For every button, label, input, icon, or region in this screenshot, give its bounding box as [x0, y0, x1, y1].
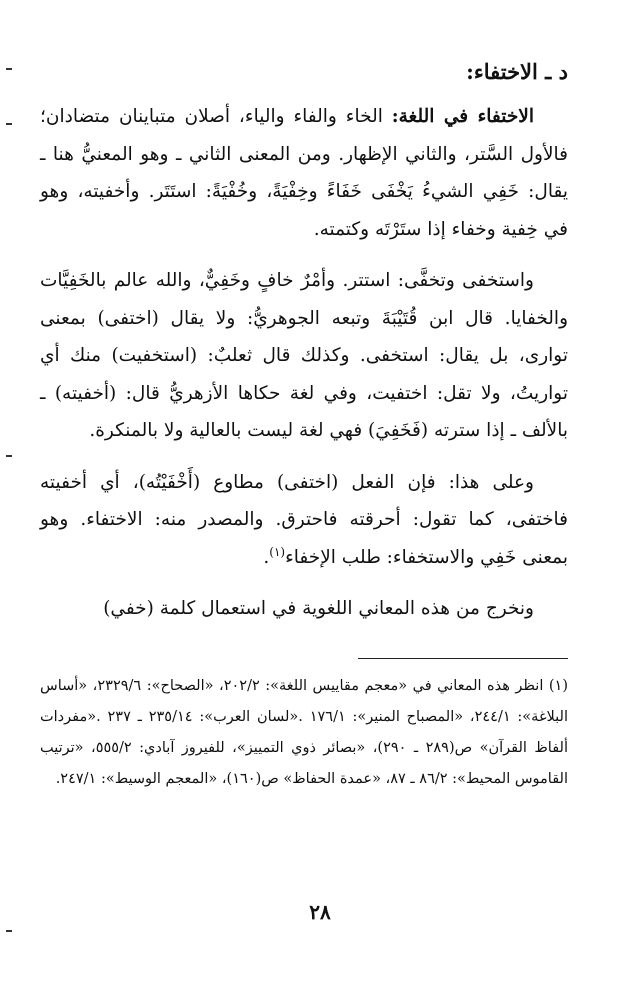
paragraph-verb-form — [40, 464, 568, 577]
page-number: ٢٨ — [309, 900, 331, 924]
paragraph-conclusion: ونخرج من هذه المعاني اللغوية في استعمال كلمة (خفي) — [103, 598, 534, 619]
scan-edge-mark — [6, 123, 12, 125]
section-heading: د ـ الاختفاء: — [466, 59, 568, 84]
scan-edge-mark — [6, 68, 12, 70]
paragraph-linguistic-definition — [40, 98, 568, 248]
scan-edge-mark — [6, 455, 12, 457]
verb-form-tail: . — [263, 546, 270, 568]
definition-text: الخاء والفاء والياء، أصلان متباينان متضادان؛ فالأول السَّتر، والثاني الإظهار. ومن المعنى الثاني ـ وهو المعنيُّ هنا ـ يقال: خَفِي الشيءُ يَخْفَى خَفَاءً وخِفْيَةً، وخُفْيَةً: استَتَر. وأخفيته، وهو في خِفية وخفاء إذا ستَرْتَه وكتمته. — [40, 106, 568, 240]
footnote-text: (١) انظر هذه المعاني في «معجم مقاييس اللغة»: ٢٠٢/٢، «الصحاح»: ٢٣٢٩/٦، «أساس البلاغة»: ٢٤٤/١، «المصباح المنير»: ١٧٦/١ .«لسان العرب»: ٢٣٥/١٤ ـ ٢٣٧ .«مفردات ألفاظ القرآن» ص(٢٨٩ ـ ٢٩٠)، «بصائر ذوي التمييز»، للفيروز آبادي: ٥٥٥/٢، «ترتيب القاموس المحيط»: ٨٦/٢ ـ ٨٧، «عمدة الحفاظ» ص(١٦٠)، «المعجم الوسيط»: ٢٤٧/١. — [40, 677, 569, 787]
book-page — [40, 58, 568, 795]
footnote-divider — [358, 658, 568, 659]
scan-edge-mark — [6, 930, 12, 932]
paragraph-usage: واستخفى وتخفَّى: استتر. وأمْرٌ خافٍ وخَفِيٌّ، والله عالم بالخَفِيَّات والخفايا. قال ابن قُتَيْبَةَ وتبعه الجوهريُّ: ولا يقال (اختفى) بمعنى توارى، بل يقال: استخفى. وكذلك قال ثعلبٌ: (استخفيت) منك أي تواريتُ، ولا تقل: اختفيت، وفي لغة حكاها الأزهريُّ قال: (أخفيته) ـ بالألف ـ إذا سترته (فَخَفِيَ) فهي لغة ليست بالعالية ولا بالمنكرة. — [40, 270, 568, 441]
footnote-marker[interactable]: (١) — [269, 544, 286, 559]
definition-lead: الاختفاء في اللغة: — [391, 106, 534, 127]
verb-form-text: وعلى هذا: فإن الفعل (اختفى) مطاوع (أَخْفَيْتُه)، أي أخفيته فاختفى، كما تقول: أحرقته فاحترق. والمصدر منه: الاختفاء. وهو بمعنى خَفِي والاستخفاء: طلب الإخفاء — [40, 471, 568, 568]
